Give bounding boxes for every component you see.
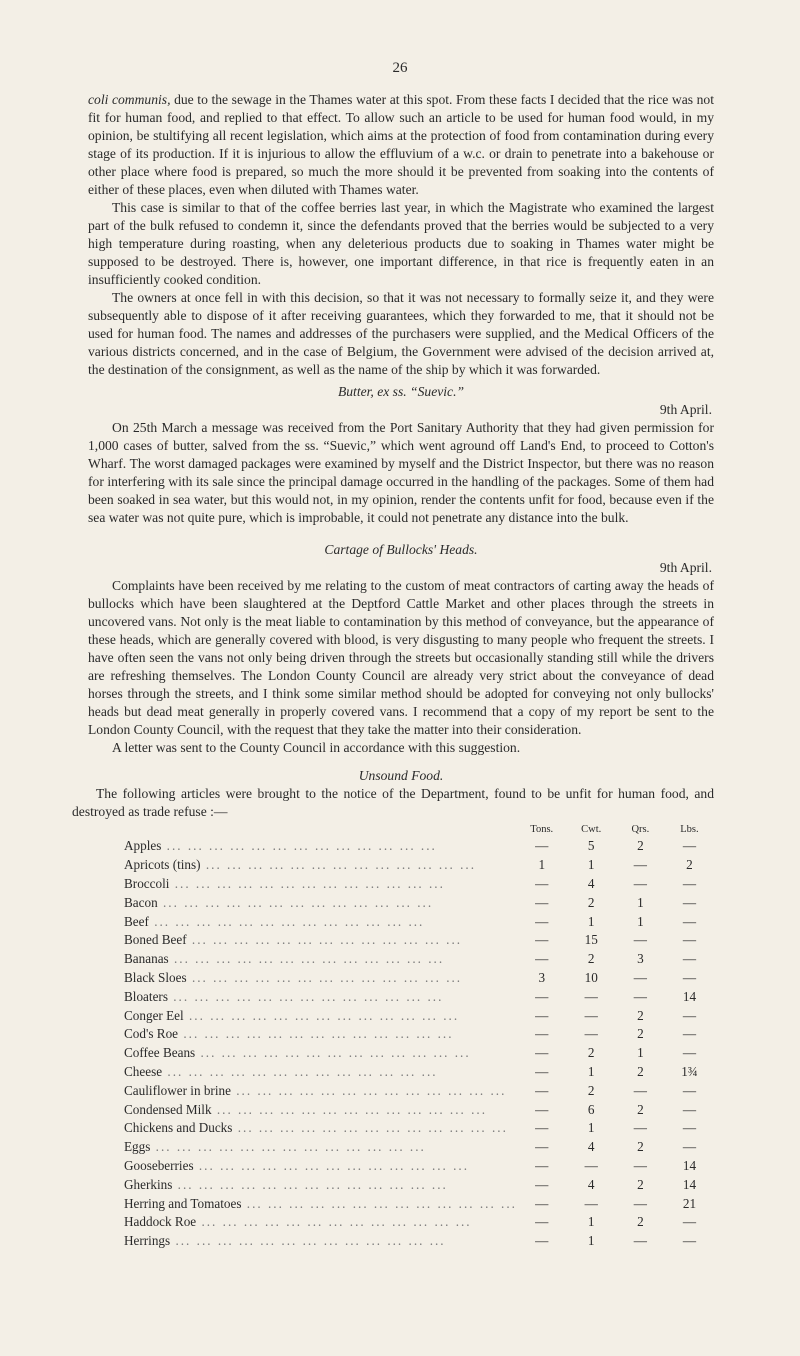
cell-lbs: — (682, 1120, 697, 1136)
cell-tons: — (535, 1082, 549, 1098)
food-item-cell (124, 1063, 517, 1082)
table-row (124, 931, 714, 950)
cell-lbs: 14 (682, 1176, 697, 1192)
food-item-cell (124, 856, 517, 875)
food-item-name: Eggs (124, 1139, 151, 1155)
cell-tons: — (535, 1214, 549, 1230)
cell-qrs: 3 (637, 951, 644, 967)
table-row (124, 1081, 714, 1100)
cell-tons: — (535, 1195, 549, 1211)
table-row (124, 837, 714, 856)
food-item-cell (124, 931, 517, 950)
cell-lbs: — (682, 1139, 697, 1155)
food-item-name: Herrings (124, 1233, 171, 1249)
food-item-name: Conger Eel (124, 1007, 184, 1023)
cell-tons: — (535, 1045, 549, 1061)
cell-tons: — (535, 1026, 549, 1042)
table-row (124, 987, 714, 1006)
cell-tons: — (535, 1139, 549, 1155)
paragraph: coli communis, due to the sewage in the Thames water at this spot. From these facts I decided that the rice was not fit for human food, and replied to that effect. To allow such an article to be used for human food would, in my opinion, be stultifying all recent legislation, which aims at the protection of food from contamination during every stage of its production. If it is injurious to allow the effluvium of a w.c. or drain to penetrate into a bakehouse or other place where food is prepared, so much the more should it be prevented from soaking into the contents of either of these places, even when diluted with Thames water. (88, 92, 714, 197)
cell-cwt: 1 (587, 1214, 595, 1230)
column-header: Cwt. (581, 824, 602, 835)
leader-dots: ... ... ... ... ... ... ... ... ... ... ... ... ... (148, 913, 425, 929)
food-item-cell (124, 1119, 517, 1138)
cell-lbs: 1¾ (681, 1063, 698, 1079)
cell-qrs: — (633, 932, 647, 948)
leader-dots: ... ... ... ... ... ... ... ... ... ... ... ... ... (183, 1007, 460, 1023)
cell-lbs: 14 (682, 1157, 697, 1173)
food-item-name: Cauliflower in brine (124, 1082, 231, 1098)
cell-cwt: 6 (587, 1101, 595, 1117)
leader-dots: ... ... ... ... ... ... ... ... ... ... ... ... ... (178, 1026, 454, 1042)
food-item-cell (124, 1194, 517, 1213)
cell-cwt: 1 (587, 1120, 595, 1136)
cell-tons: — (535, 913, 549, 929)
food-item-cell (124, 912, 517, 931)
table-row (124, 1213, 714, 1232)
leader-dots: ... ... ... ... ... ... ... ... ... ... ... ... ... (195, 1045, 471, 1061)
food-item-name: Cheese (124, 1063, 163, 1079)
page-number: 26 (392, 60, 408, 76)
food-item-cell (124, 1213, 517, 1232)
paragraph: The following articles were brought to the notice of the Department, found to be unfit for human food, and destroyed as trade refuse :— (72, 786, 714, 819)
leader-dots: ... ... ... ... ... ... ... ... ... ... ... ... ... (172, 1176, 448, 1192)
cell-lbs: — (682, 1082, 697, 1098)
table-row (124, 912, 714, 931)
paragraph: This case is similar to that of the coffee berries last year, in which the Magistrate who examined the largest part of the bulk refused to condemn it, since the defendants proved that the berries would be subjected to a very high temperature during roasting, when any deleterious products due to soaking in Thames water might be supposed to be destroyed. There is, however, one important difference, in that rice is frequently eaten in an insufficiently cooked condition. (88, 200, 714, 287)
food-item-name: Bacon (124, 894, 158, 910)
unsound-food-table (124, 822, 714, 1251)
cell-lbs: — (682, 932, 697, 948)
cell-cwt: 4 (587, 875, 595, 891)
cell-lbs: — (682, 838, 697, 854)
table-row (124, 1157, 714, 1176)
food-item-cell (124, 1157, 517, 1176)
cell-qrs: — (633, 1195, 647, 1211)
cell-tons: — (535, 988, 549, 1004)
table-header-row (124, 822, 714, 837)
cell-cwt: 15 (584, 932, 598, 948)
food-item-cell (124, 1138, 517, 1157)
table-row (124, 1006, 714, 1025)
cell-cwt: 1 (587, 857, 595, 873)
cell-qrs: 2 (637, 1176, 644, 1192)
food-item-cell (124, 837, 517, 856)
food-item-name: Apricots (tins) (124, 857, 201, 873)
cell-qrs: — (633, 1157, 647, 1173)
food-item-cell (124, 1044, 517, 1063)
table-row (124, 1232, 714, 1251)
food-item-name: Bloaters (124, 988, 168, 1004)
cell-cwt: 5 (587, 838, 595, 854)
food-item-cell (124, 1006, 517, 1025)
food-item-name: Cod's Roe (124, 1026, 179, 1042)
paragraph: On 25th March a message was received from the Port Sanitary Authority that they had given permission for 1,000 cases of butter, salved from the ss. “Suevic,” which went aground off Land's End, to proceed to Cotton's Wharf. The worst damaged packages were examined by myself and the District Inspector, but there was no reason for interfering with its sale since the principal damage occurred in the handling of the packages. Some of them had been soaked in sea water, but this would not, in my opinion, render the contents unfit for food, because even if the sea water was not quite pure, which is improbable, it could not penetrate any distance into the bulk. (88, 420, 714, 525)
cell-lbs: — (682, 969, 697, 985)
food-item-name: Black Sloes (124, 969, 187, 985)
paragraph: The owners at once fell in with this decision, so that it was not necessary to formally seize it, and they were subsequently able to dispose of it after receiving guarantees, which they forwarded to me, that it should not be used for human food. The names and addresses of the purchasers were supplied, and the Medical Officers of the various districts concerned, and in the case of Belgium, the Government were advised of the decision arrived at, the destination of the consignment, as well as the name of the ship by which it was forwarded. (88, 290, 714, 377)
food-item-cell (124, 1025, 517, 1044)
leader-dots: ... ... ... ... ... ... ... ... ... ... ... ... ... (232, 1120, 508, 1136)
food-item-name: Condensed Milk (124, 1101, 212, 1117)
food-item-name: Apples (124, 838, 162, 854)
cell-lbs: — (682, 1007, 697, 1023)
section-date: 9th April. (659, 560, 712, 575)
food-item-name: Boned Beef (124, 932, 187, 948)
cell-cwt: — (584, 1026, 598, 1042)
cell-qrs: 2 (637, 1007, 644, 1023)
column-header: Lbs. (680, 824, 699, 835)
leader-dots: ... ... ... ... ... ... ... ... ... ... ... ... ... (157, 894, 434, 910)
cell-tons: — (535, 1063, 549, 1079)
table-row (124, 1138, 714, 1157)
cell-lbs: 2 (686, 857, 693, 873)
latin-term: coli communis, (88, 92, 171, 107)
cell-cwt: 1 (587, 1063, 595, 1079)
cell-tons: — (535, 1101, 549, 1117)
leader-dots: ... ... ... ... ... ... ... ... ... ... ... ... ... (168, 951, 445, 967)
food-item-name: Haddock Roe (124, 1214, 197, 1230)
cell-qrs: — (633, 1233, 647, 1249)
section-date: 9th April. (659, 402, 712, 417)
table-row (124, 1175, 714, 1194)
food-item-cell (124, 1175, 517, 1194)
cell-qrs: 2 (637, 1063, 644, 1079)
table-row (124, 1119, 714, 1138)
table-row (124, 1194, 714, 1213)
table-row (124, 875, 714, 894)
table-row (124, 1100, 714, 1119)
cell-tons: — (535, 951, 549, 967)
cell-lbs: — (682, 1233, 697, 1249)
cell-qrs: — (633, 875, 647, 891)
cell-lbs: 14 (682, 988, 697, 1004)
food-item-cell (124, 1232, 517, 1251)
cell-cwt: 10 (584, 969, 598, 985)
cell-qrs: 2 (637, 1101, 644, 1117)
leader-dots: ... ... ... ... ... ... ... ... ... ... ... ... ... (193, 1157, 470, 1173)
cell-qrs: 2 (637, 1139, 644, 1155)
cell-tons: 3 (538, 969, 546, 985)
paragraph: A letter was sent to the County Council in accordance with this suggestion. (112, 740, 521, 755)
cell-lbs: — (682, 1101, 697, 1117)
cell-cwt: — (584, 1007, 598, 1023)
cell-qrs: — (633, 969, 647, 985)
food-item-name: Bananas (124, 951, 169, 967)
column-header: Tons. (530, 824, 554, 835)
food-item-name: Coffee Beans (124, 1045, 196, 1061)
cell-cwt: 4 (587, 1176, 595, 1192)
cell-cwt: 1 (587, 913, 595, 929)
cell-tons: — (535, 932, 549, 948)
leader-dots: ... ... ... ... ... ... ... ... ... ... ... ... ... (200, 857, 476, 873)
food-item-cell (124, 950, 517, 969)
leader-dots: ... ... ... ... ... ... ... ... ... ... ... ... ... (186, 932, 463, 948)
leader-dots: ... ... ... ... ... ... ... ... ... ... ... ... ... (169, 875, 445, 891)
cell-lbs: — (682, 875, 697, 891)
section-heading-cartage: Cartage of Bullocks' Heads. (324, 542, 478, 557)
leader-dots: ... ... ... ... ... ... ... ... ... ... ... ... ... (211, 1101, 487, 1117)
cell-lbs: — (682, 913, 697, 929)
cell-qrs: 1 (637, 913, 644, 929)
cell-tons: — (535, 838, 549, 854)
cell-tons: — (535, 1157, 549, 1173)
cell-tons: — (535, 894, 549, 910)
cell-cwt: 2 (587, 1045, 595, 1061)
leader-dots: ... ... ... ... ... ... ... ... ... ... ... ... ... (162, 1063, 438, 1079)
cell-tons: 1 (538, 857, 546, 873)
table-row (124, 856, 714, 875)
cell-qrs: — (633, 1120, 647, 1136)
food-item-name: Broccoli (124, 875, 170, 891)
section-heading-butter: Butter, ex ss. “Suevic.” (337, 384, 465, 399)
table-row (124, 1044, 714, 1063)
cell-cwt: — (584, 1157, 598, 1173)
cell-qrs: 1 (637, 894, 644, 910)
leader-dots: ... ... ... ... ... ... ... ... ... ... ... ... ... (150, 1139, 426, 1155)
cell-cwt: — (584, 988, 598, 1004)
food-item-name: Gooseberries (124, 1157, 194, 1173)
food-item-cell (124, 987, 517, 1006)
cell-tons: — (535, 1007, 549, 1023)
paragraph: Complaints have been received by me relating to the custom of meat contractors of carting away the heads of bullocks which have been slaughtered at the Deptford Cattle Market and other places through the streets in uncovered vans. Not only is the meat liable to contamination by this method of conveyance, but the appearance of these heads, which are generally covered with blood, is very disgusting to many people who frequent the streets. I have often seen the vans not only being driven through the streets but occasionally standing still while the drivers are refreshing themselves. The London County Council are already very strict about the conveyance of dead horses through the streets, and I think some similar method should be adopted for conveying not only bullocks' heads but dead meat generally in properly covered vans. I recommend that a copy of my report be sent to the London County Council, with the request that they take the matter into their consideration. (88, 578, 714, 737)
cell-cwt: 2 (587, 1082, 595, 1098)
section-heading-unsound-food: Unsound Food. (358, 768, 444, 783)
food-item-cell (124, 893, 517, 912)
cell-qrs: 2 (637, 1026, 644, 1042)
cell-cwt: — (584, 1195, 598, 1211)
cell-cwt: 2 (587, 951, 595, 967)
food-item-cell (124, 969, 517, 988)
leader-dots: ... ... ... ... ... ... ... ... ... ... ... ... ... (241, 1195, 517, 1211)
cell-qrs: 1 (637, 1045, 644, 1061)
cell-qrs: — (633, 1082, 647, 1098)
cell-qrs: — (633, 988, 647, 1004)
food-item-cell (124, 1100, 517, 1119)
cell-lbs: — (682, 951, 697, 967)
cell-lbs: — (682, 1045, 697, 1061)
cell-qrs: — (633, 857, 647, 873)
leader-dots: ... ... ... ... ... ... ... ... ... ... ... ... ... (167, 988, 444, 1004)
table-row (124, 1025, 714, 1044)
cell-cwt: 4 (587, 1139, 595, 1155)
cell-lbs: 21 (682, 1195, 697, 1211)
table-row (124, 969, 714, 988)
cell-cwt: 1 (587, 1233, 595, 1249)
cell-cwt: 2 (587, 894, 595, 910)
leader-dots: ... ... ... ... ... ... ... ... ... ... ... ... ... (196, 1214, 472, 1230)
cell-lbs: — (682, 1026, 697, 1042)
leader-dots: ... ... ... ... ... ... ... ... ... ... ... ... ... (186, 969, 463, 985)
cell-tons: — (535, 1233, 549, 1249)
cell-qrs: 2 (637, 1214, 644, 1230)
food-item-name: Beef (124, 913, 149, 929)
column-header: Qrs. (631, 824, 650, 835)
cell-qrs: 2 (637, 838, 644, 854)
food-item-name: Chickens and Ducks (124, 1120, 233, 1136)
leader-dots: ... ... ... ... ... ... ... ... ... ... ... ... ... (230, 1082, 507, 1098)
food-item-cell (124, 875, 517, 894)
cell-lbs: — (682, 1214, 697, 1230)
table-row (124, 950, 714, 969)
food-item-name: Herring and Tomatoes (124, 1195, 242, 1211)
column-header-item (124, 822, 517, 837)
table-row (124, 893, 714, 912)
cell-tons: — (535, 1176, 549, 1192)
cell-tons: — (535, 1120, 549, 1136)
food-item-cell (124, 1081, 517, 1100)
leader-dots: ... ... ... ... ... ... ... ... ... ... ... ... ... (170, 1233, 446, 1249)
cell-lbs: — (682, 894, 697, 910)
cell-tons: — (535, 875, 549, 891)
food-item-name: Gherkins (124, 1176, 173, 1192)
leader-dots: ... ... ... ... ... ... ... ... ... ... ... ... ... (161, 838, 437, 854)
text-column (72, 91, 714, 1251)
table-row (124, 1063, 714, 1082)
